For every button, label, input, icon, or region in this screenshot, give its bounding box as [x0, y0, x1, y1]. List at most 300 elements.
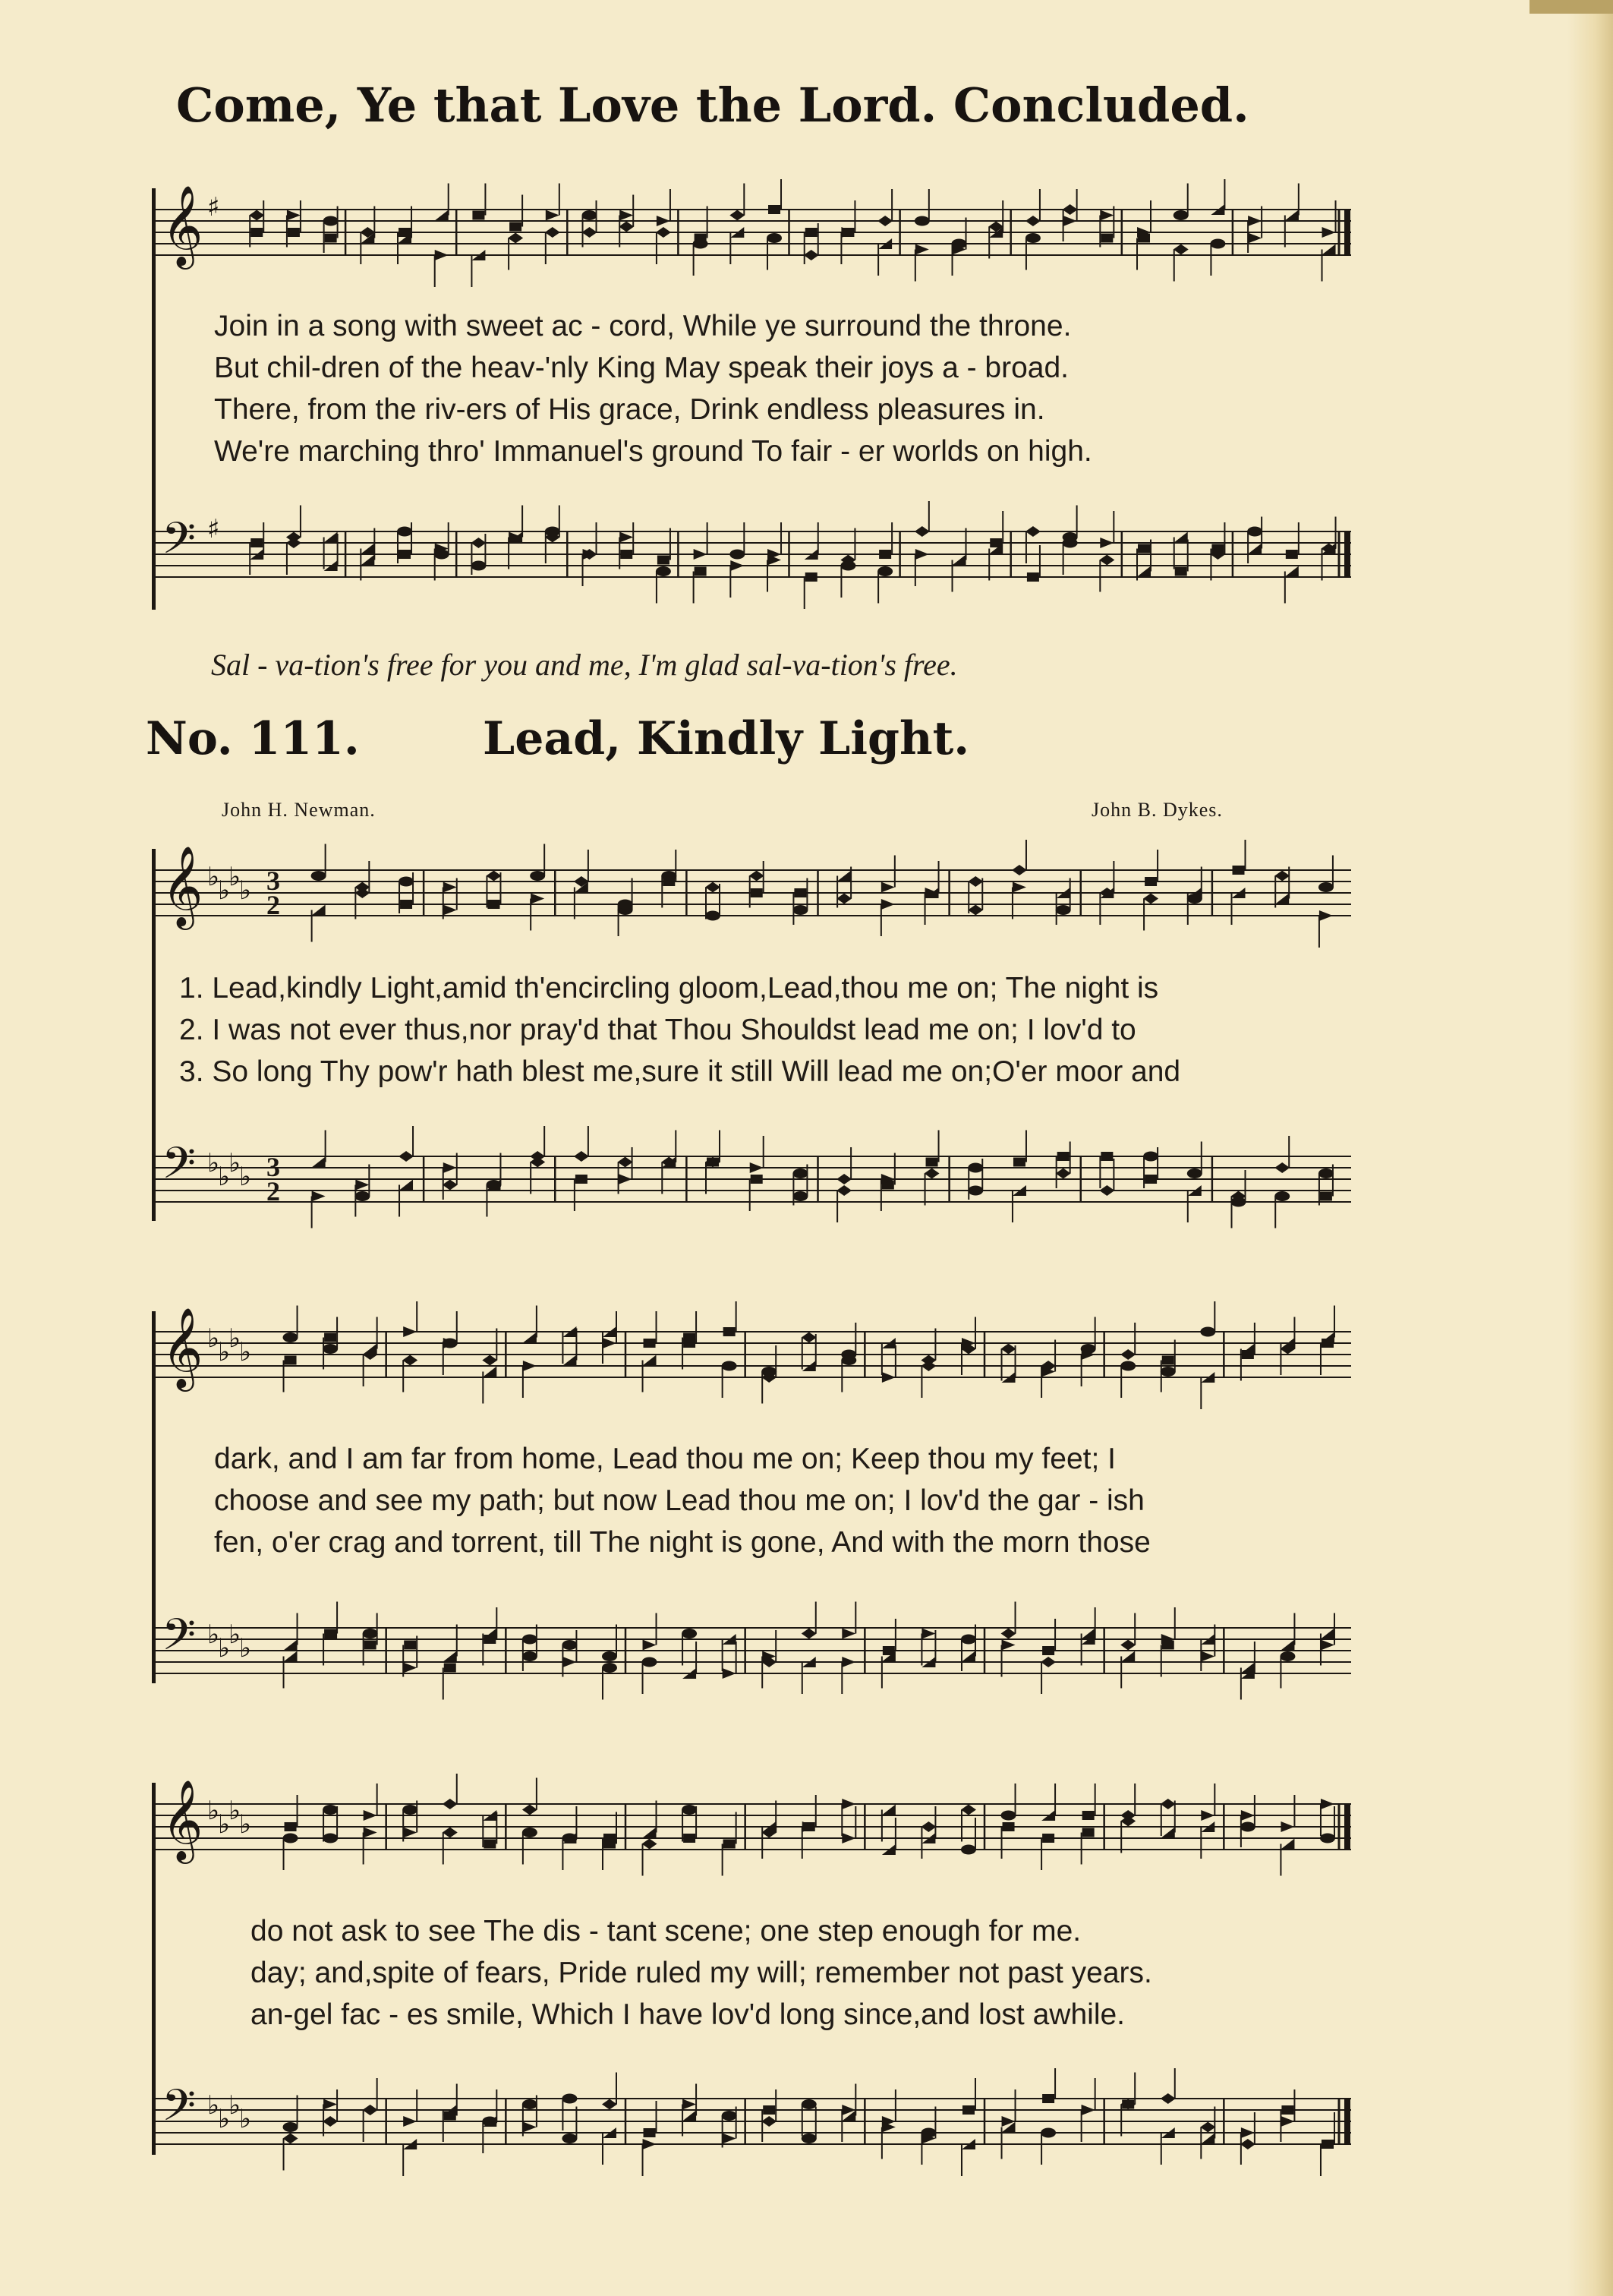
shape-note	[435, 184, 449, 221]
shape-note	[988, 222, 1003, 259]
lyric-line: fen, o'er crag and torrent, till The night is gone, And with the morn those	[214, 1526, 1151, 1559]
shape-note	[1321, 1339, 1334, 1375]
shape-note	[1042, 1619, 1055, 1655]
time-signature-denominator: 2	[266, 890, 280, 920]
shape-note	[953, 218, 966, 255]
flat-icon: ♭	[207, 2090, 220, 2121]
shape-note	[877, 189, 893, 226]
shape-note	[1161, 2068, 1176, 2104]
shape-note	[642, 1657, 657, 1695]
shape-note	[1280, 1317, 1295, 1355]
shape-note	[1280, 1651, 1295, 1689]
staff-concluded-treble	[148, 179, 1378, 293]
shape-note	[656, 566, 671, 604]
shape-note	[545, 506, 560, 543]
shape-note	[682, 1333, 695, 1370]
staff-lead-2-bass	[148, 1597, 1378, 1711]
flat-icon: ♭	[207, 1796, 220, 1826]
shape-note	[921, 1329, 936, 1366]
staff-lead-3-treble	[148, 1774, 1378, 1888]
shape-note	[1318, 856, 1334, 893]
shape-note	[881, 1174, 895, 1211]
bass-clef-icon: 𝄢	[162, 1609, 197, 1671]
shape-note	[761, 1801, 777, 1838]
shape-note	[921, 2107, 935, 2144]
shape-note	[531, 894, 544, 931]
flat-icon: ♭	[239, 1162, 252, 1192]
shape-note	[312, 1191, 326, 1228]
shape-note	[836, 1185, 852, 1222]
shape-note	[642, 1839, 657, 1876]
treble-clef-icon: 𝄞	[162, 1307, 203, 1388]
shape-note	[283, 1834, 298, 1871]
shape-note	[546, 184, 559, 221]
shape-note	[1174, 532, 1188, 569]
hymn-number: No. 111.	[146, 712, 360, 765]
shape-note	[602, 2073, 617, 2110]
refrain-line: Sal - va-tion's free for you and me, I'm glad sal-va-tion's free.	[211, 648, 958, 682]
shape-note	[1175, 540, 1188, 576]
time-signature-denominator: 2	[266, 1176, 280, 1206]
shape-note	[435, 250, 449, 287]
shape-note	[1001, 1784, 1016, 1821]
shape-note	[877, 566, 893, 604]
shape-note	[643, 1355, 657, 1392]
shape-note	[354, 882, 370, 919]
shape-note	[1285, 566, 1299, 604]
flat-icon: ♭	[228, 1323, 241, 1354]
shape-note	[364, 1784, 377, 1821]
shape-note	[1200, 1301, 1215, 1337]
composer-credit: John B. Dykes.	[1092, 799, 1223, 821]
flat-icon: ♭	[228, 1620, 241, 1650]
shape-note	[1120, 1613, 1136, 1651]
shape-note	[842, 1806, 855, 1843]
shape-note	[962, 1338, 975, 1375]
system-brace-concluded	[152, 188, 156, 610]
shape-note	[1174, 184, 1189, 221]
shape-note	[926, 1131, 939, 1167]
shape-note	[1013, 882, 1026, 919]
shape-note	[1100, 1152, 1113, 1188]
shape-note	[603, 1834, 616, 1870]
shape-note	[694, 567, 707, 604]
shape-note	[403, 1301, 417, 1337]
bass-clef-icon: 𝄢	[162, 2080, 197, 2142]
shape-note	[562, 2107, 577, 2144]
shape-note	[761, 1367, 777, 1404]
shape-note	[990, 511, 1003, 547]
lyric-line: day; and,spite of fears, Pride ruled my will; remember not past years.	[250, 1957, 1152, 1989]
shape-note	[1211, 544, 1224, 581]
shape-note	[1210, 522, 1225, 560]
shape-note	[1137, 234, 1150, 270]
shape-note	[750, 1136, 764, 1173]
shape-note	[1041, 1361, 1056, 1398]
shape-note	[802, 2107, 817, 2144]
shape-note	[643, 2139, 657, 2176]
concluded-hymn-title: Come, Ye that Love the Lord. Concluded.	[176, 77, 1249, 133]
system-brace-2	[152, 1311, 156, 1683]
shape-note	[284, 1613, 298, 1651]
shape-note	[842, 1799, 855, 1836]
flat-icon: ♭	[239, 1633, 252, 1664]
shape-note	[1143, 894, 1158, 931]
shape-note	[879, 522, 892, 559]
shape-note	[286, 506, 301, 543]
shape-note	[583, 549, 597, 586]
shape-note	[722, 1361, 737, 1399]
shape-note	[1322, 200, 1336, 238]
flat-icon: ♭	[207, 1148, 220, 1178]
shape-note	[1120, 1816, 1136, 1853]
lyric-line: dark, and I am far from home, Lead thou me on; Keep thou my feet; I	[214, 1443, 1116, 1475]
shape-note	[603, 1812, 616, 1849]
final-bar-line	[1344, 2099, 1350, 2144]
shape-note	[1002, 2122, 1016, 2159]
shape-note	[284, 1651, 298, 1689]
shape-note	[1241, 1663, 1255, 1700]
shape-note	[1210, 239, 1225, 276]
shape-note	[915, 244, 929, 282]
shape-note	[443, 1828, 458, 1865]
page-edge-shadow	[1530, 0, 1613, 14]
shape-note	[285, 1795, 298, 1831]
shape-note	[767, 555, 781, 592]
shape-note	[729, 522, 745, 560]
shape-note	[1002, 2089, 1016, 2127]
shape-note	[523, 1306, 537, 1343]
shape-note	[1281, 1839, 1294, 1876]
shape-note	[1082, 1349, 1095, 1386]
shape-note	[530, 1157, 545, 1194]
shape-note	[482, 1329, 497, 1366]
shape-note	[575, 882, 588, 919]
shape-note	[530, 1126, 545, 1162]
shape-note	[682, 1629, 697, 1666]
shape-note	[574, 850, 589, 887]
flat-icon: ♭	[218, 2104, 231, 2134]
shape-note	[921, 2128, 936, 2165]
flat-icon: ♭	[207, 1323, 220, 1354]
shape-note	[562, 2094, 577, 2131]
shape-note	[1099, 888, 1114, 925]
final-bar-line	[1344, 531, 1350, 577]
shape-note	[1201, 1784, 1214, 1821]
final-bar-line	[1344, 210, 1350, 255]
shape-note	[1233, 840, 1246, 875]
shape-note	[989, 544, 1003, 581]
shape-note	[802, 1821, 816, 1859]
shape-note	[643, 1613, 657, 1651]
shape-note	[399, 1126, 414, 1162]
shape-note	[915, 189, 930, 226]
shape-note	[1082, 2105, 1095, 2142]
flat-icon: ♭	[207, 1620, 220, 1650]
shape-note	[1027, 545, 1040, 582]
shape-note	[882, 1345, 896, 1383]
treble-clef-icon: 𝄞	[162, 1779, 203, 1860]
lyric-line: There, from the riv-ers of His grace, Drink endless pleasures in.	[214, 393, 1045, 426]
shape-note	[1082, 1828, 1095, 1865]
shape-note	[545, 527, 560, 564]
treble-clef-icon: 𝄞	[162, 845, 203, 926]
sharp-icon: ♯	[207, 192, 220, 222]
shape-note	[723, 1840, 736, 1876]
flat-icon: ♭	[218, 1162, 231, 1192]
shape-note	[750, 1175, 763, 1211]
page-edge	[1567, 0, 1613, 2296]
shape-note	[284, 1356, 297, 1392]
shape-note	[805, 572, 818, 609]
shape-note	[1012, 840, 1027, 875]
shape-note	[729, 184, 745, 221]
staff-lead-2-treble	[148, 1301, 1378, 1415]
shape-note	[286, 538, 301, 575]
shape-note	[1025, 189, 1041, 226]
shape-note	[354, 861, 370, 898]
shape-note	[882, 2089, 896, 2127]
flat-icon: ♭	[218, 1809, 231, 1840]
shape-note	[509, 195, 522, 232]
shape-note	[1121, 1651, 1135, 1689]
shape-note	[762, 1651, 776, 1689]
shape-note	[883, 1619, 896, 1655]
shape-note	[1025, 233, 1041, 270]
shape-note	[1319, 910, 1333, 948]
shape-note	[841, 228, 854, 264]
shape-note	[443, 1339, 458, 1376]
lyric-line: We're marching thro' Immanuel's ground To fair - er worlds on high.	[214, 435, 1092, 468]
flat-icon: ♭	[228, 862, 241, 892]
shape-note	[1041, 1340, 1055, 1377]
shape-note	[574, 1126, 589, 1162]
sharp-icon: ♯	[207, 514, 220, 544]
shape-note	[1063, 538, 1078, 576]
shape-note	[402, 1355, 417, 1392]
shape-note	[882, 1651, 896, 1689]
shape-note	[443, 1664, 456, 1700]
shape-note	[841, 1355, 856, 1392]
shape-note	[483, 1629, 496, 1666]
shape-note	[602, 1625, 617, 1662]
shape-note	[657, 528, 670, 565]
flat-icon: ♭	[239, 875, 252, 906]
shape-note	[618, 878, 633, 916]
shape-note	[403, 2089, 417, 2127]
shape-note	[530, 844, 545, 882]
shape-note	[363, 1349, 378, 1386]
staff-lead-1-bass	[148, 1126, 1378, 1240]
shape-note	[1042, 2068, 1055, 2103]
shape-note	[961, 1818, 976, 1855]
shape-note	[656, 227, 671, 264]
shape-note	[961, 1317, 976, 1355]
shape-note	[1321, 1306, 1334, 1343]
shape-note	[657, 189, 670, 226]
bass-clef-icon: 𝄢	[162, 512, 197, 575]
shape-note	[925, 1168, 940, 1206]
shape-note	[364, 1317, 377, 1355]
shape-note	[1174, 244, 1189, 282]
shape-note	[840, 528, 855, 566]
shape-note	[836, 1147, 852, 1184]
shape-note	[1321, 2140, 1334, 2176]
flat-icon: ♭	[218, 875, 231, 906]
flat-icon: ♭	[239, 2104, 252, 2134]
shape-note	[1063, 506, 1078, 543]
shape-note	[434, 522, 449, 560]
lyric-line: 3. So long Thy pow'r hath blest me,sure it still Will lead me on;O'er moor and	[179, 1055, 1181, 1088]
flat-icon: ♭	[207, 862, 220, 892]
shape-note	[661, 871, 676, 908]
shape-note	[961, 1805, 976, 1842]
shape-note	[767, 522, 781, 560]
lyric-line: do not ask to see The dis - tant scene; one step enough for me.	[250, 1915, 1082, 1948]
lyric-line: 2. I was not ever thus,nor pray'd that Thou Shouldst lead me on; I lov'd to	[179, 1014, 1136, 1046]
shape-note	[522, 1828, 537, 1865]
shape-note	[842, 1602, 855, 1639]
time-signature-numerator: 3	[266, 866, 280, 896]
shape-note	[842, 2084, 855, 2121]
shape-note	[881, 856, 895, 893]
flat-icon: ♭	[218, 1337, 231, 1367]
shape-note	[443, 1774, 458, 1809]
shape-note	[1231, 1191, 1246, 1228]
shape-note	[522, 1778, 537, 1815]
shape-note	[840, 561, 855, 598]
system-brace-3	[152, 1783, 156, 2155]
shape-note	[767, 233, 782, 270]
shape-note	[443, 1625, 457, 1662]
bass-clef-icon: 𝄢	[162, 1137, 197, 1200]
shape-note	[882, 1805, 896, 1842]
system-brace-1	[152, 849, 156, 1221]
shape-note	[1281, 1795, 1294, 1832]
shape-note	[1120, 1784, 1136, 1821]
shape-note	[508, 233, 523, 270]
shape-note	[1082, 1629, 1095, 1666]
shape-note	[915, 549, 929, 586]
shape-note	[1002, 1822, 1015, 1859]
shape-note	[398, 228, 411, 264]
shape-note	[1121, 2100, 1134, 2137]
shape-note	[723, 1301, 736, 1336]
shape-note	[693, 239, 708, 276]
shape-note	[312, 1131, 326, 1168]
lyric-line: But chil-dren of the heav-'nly King May speak their joys a - broad.	[214, 352, 1070, 384]
shape-note	[1120, 1323, 1136, 1360]
staff-concluded-bass	[148, 501, 1378, 615]
shape-note	[1161, 1607, 1175, 1645]
shape-note	[694, 522, 707, 560]
shape-note	[283, 2134, 298, 2171]
shape-note	[483, 1367, 496, 1404]
shape-note	[1274, 1191, 1290, 1228]
shape-note	[1099, 555, 1114, 592]
shape-note	[683, 1311, 696, 1348]
shape-note	[768, 179, 781, 214]
shape-note	[1025, 526, 1041, 563]
shape-note	[1100, 511, 1114, 548]
shape-note	[841, 1323, 856, 1360]
shape-note	[802, 2099, 817, 2137]
shape-note	[575, 1175, 588, 1211]
shape-note	[695, 207, 707, 243]
shape-note	[486, 1180, 501, 1217]
lyric-line: an-gel fac - es smile, Which I have lov'd long since,and lost awhile.	[250, 1998, 1126, 2031]
staff-lines	[156, 210, 1351, 255]
shape-note	[962, 2078, 975, 2115]
shape-note	[761, 1630, 777, 1667]
shape-note	[1322, 244, 1336, 282]
lyric-line: 1. Lead,kindly Light,amid th'encircling gloom,Lead,thou me on; The night is	[179, 972, 1159, 1004]
lyric-line: choose and see my path; but now Lead thou me on; I lov'd the gar - ish	[214, 1484, 1145, 1517]
shape-note	[882, 2122, 896, 2159]
shape-note	[761, 1345, 777, 1383]
flat-icon: ♭	[228, 1148, 241, 1178]
shape-note	[1041, 2128, 1056, 2165]
shape-note	[1013, 1131, 1026, 1167]
shape-note	[802, 1602, 817, 1639]
shape-note	[283, 2096, 298, 2133]
shape-note	[842, 1657, 855, 1694]
shape-note	[644, 1311, 657, 1348]
final-bar-line	[1344, 1804, 1350, 1850]
shape-note	[523, 1361, 537, 1398]
lyric-line: Join in a song with sweet ac - cord, While ye surround the throne.	[214, 310, 1072, 342]
staff-lead-3-bass	[148, 2068, 1378, 2182]
shape-note	[1321, 1799, 1334, 1836]
shape-note	[881, 899, 895, 936]
shape-note	[706, 1158, 719, 1194]
shape-note	[952, 239, 967, 276]
flat-icon: ♭	[228, 1796, 241, 1826]
shape-note	[1002, 1640, 1016, 1677]
flat-icon: ♭	[218, 1633, 231, 1664]
shape-note	[1099, 1159, 1114, 1196]
shape-note	[1274, 1136, 1290, 1173]
shape-note	[472, 184, 485, 220]
shape-note	[1286, 522, 1299, 559]
author-credit: John H. Newman.	[222, 799, 376, 821]
shape-note	[283, 1306, 298, 1343]
shape-note	[1081, 1317, 1096, 1355]
shape-note	[643, 1801, 657, 1838]
shape-note	[915, 501, 930, 537]
shape-note	[1082, 1784, 1095, 1820]
flat-icon: ♭	[239, 1809, 252, 1840]
shape-note	[399, 1180, 413, 1217]
shape-note	[361, 207, 374, 244]
shape-note	[545, 227, 560, 264]
staff-lead-1-treble	[148, 840, 1378, 954]
time-signature-numerator: 3	[266, 1152, 280, 1182]
shape-note	[661, 1157, 676, 1194]
shape-note	[435, 544, 449, 581]
shape-note	[363, 2105, 378, 2142]
shape-note	[602, 1663, 617, 1700]
shape-note	[730, 560, 744, 598]
shape-note	[1281, 1613, 1294, 1651]
shape-note	[644, 2101, 657, 2137]
shape-note	[1041, 1834, 1054, 1870]
shape-note	[1320, 1806, 1335, 1843]
shape-note	[1241, 1344, 1255, 1381]
shape-note	[323, 1629, 336, 1666]
shape-note	[1120, 1361, 1136, 1399]
shape-note	[1041, 1657, 1056, 1694]
